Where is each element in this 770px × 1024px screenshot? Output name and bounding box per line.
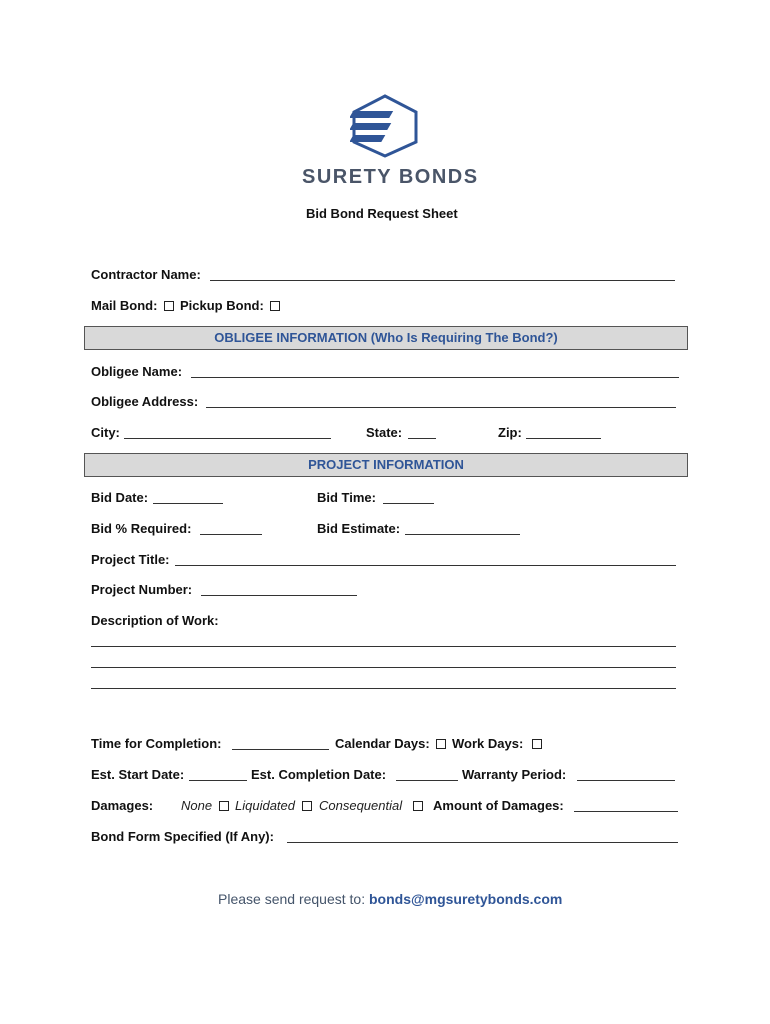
obligee-address-label: Obligee Address: [91,394,199,409]
est-completion-date-label: Est. Completion Date: [251,767,387,782]
obligee-address-field[interactable] [206,395,676,408]
state-label: State: [366,425,403,440]
bond-form-label: Bond Form Specified (If Any): [91,829,274,844]
damages-consequential-checkbox[interactable] [413,801,423,811]
city-label: City: [91,425,120,440]
bid-percent-label: Bid % Required: [91,521,192,536]
obligee-section-header: OBLIGEE INFORMATION (Who Is Requiring The Bond?) [84,326,688,350]
company-logo [350,94,420,158]
bid-date-label: Bid Date: [91,490,149,505]
contractor-name-label: Contractor Name: [91,267,201,282]
warranty-period-field[interactable] [577,768,675,781]
description-field-line[interactable] [91,655,676,668]
document-title: Bid Bond Request Sheet [306,206,458,221]
bid-percent-field[interactable] [200,522,262,535]
mail-bond-label: Mail Bond: [91,298,158,313]
est-start-date-field[interactable] [189,768,247,781]
city-field[interactable] [124,426,331,439]
est-start-date-label: Est. Start Date: [91,767,185,782]
footer-contact [218,891,562,907]
project-section-header: PROJECT INFORMATION [84,453,688,477]
damages-liquidated-label: Liquidated [235,798,295,813]
bid-estimate-label: Bid Estimate: [317,521,401,536]
work-days-label: Work Days: [452,736,524,751]
bid-time-label: Bid Time: [317,490,376,505]
calendar-days-label: Calendar Days: [335,736,430,751]
work-days-checkbox[interactable] [532,739,542,749]
pickup-bond-label: Pickup Bond: [180,298,264,313]
damages-none-checkbox[interactable] [219,801,229,811]
damages-none-label: None [181,798,213,813]
description-field-line[interactable] [91,634,676,647]
description-field-line[interactable] [91,676,676,689]
mail-bond-checkbox[interactable] [164,301,174,311]
est-completion-date-field[interactable] [396,768,458,781]
damages-consequential-label: Consequential [319,798,403,813]
bid-time-field[interactable] [383,491,434,504]
bid-estimate-field[interactable] [405,522,520,535]
footer-prefix: Please send request to: [218,891,366,907]
obligee-name-field[interactable] [191,365,679,378]
project-number-label: Project Number: [91,582,193,597]
state-field[interactable] [408,426,436,439]
amount-of-damages-label: Amount of Damages: [433,798,564,813]
damages-liquidated-checkbox[interactable] [302,801,312,811]
description-label: Description of Work: [91,613,219,628]
project-title-field[interactable] [175,553,676,566]
project-number-field[interactable] [201,583,357,596]
pickup-bond-checkbox[interactable] [270,301,280,311]
logo-wordmark: SURETY BONDS [302,166,479,188]
obligee-name-label: Obligee Name: [91,364,183,379]
time-for-completion-label: Time for Completion: [91,736,222,751]
calendar-days-checkbox[interactable] [436,739,446,749]
bond-form-field[interactable] [287,830,678,843]
contractor-name-field[interactable] [210,268,675,281]
warranty-period-label: Warranty Period: [462,767,567,782]
hexagon-logo-icon [350,94,420,158]
bid-date-field[interactable] [153,491,223,504]
zip-label: Zip: [498,425,522,440]
contact-email-link[interactable]: bonds@mgsuretybonds.com [369,891,563,907]
time-for-completion-field[interactable] [232,737,329,750]
zip-field[interactable] [526,426,601,439]
amount-of-damages-field[interactable] [574,799,678,812]
damages-label: Damages: [91,798,154,813]
project-title-label: Project Title: [91,552,170,567]
